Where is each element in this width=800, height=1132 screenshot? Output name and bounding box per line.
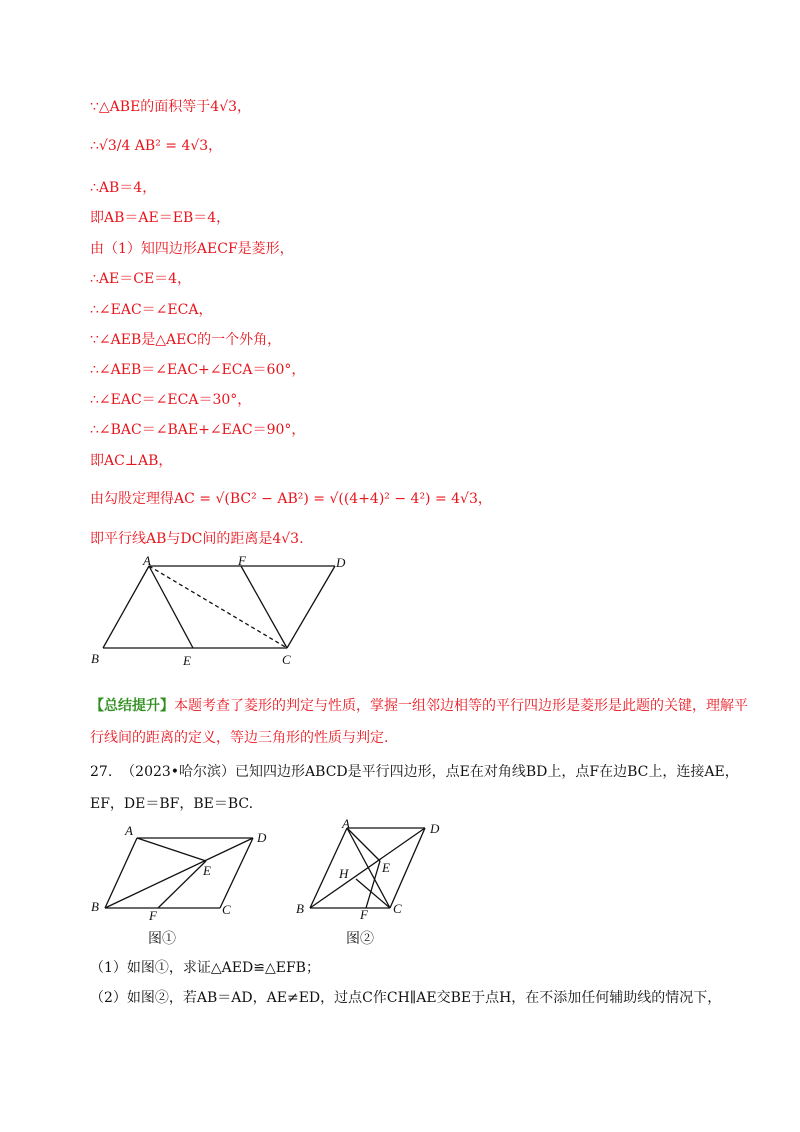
solution-line-7: ∴∠EAC＝∠ECA， [90,302,213,318]
solution-line-8: ∵∠AEB是△AEC的一个外角， [90,332,282,348]
caption-figure-2: 图② [346,931,374,947]
label-F: F [238,555,246,568]
summary-text: 本题考查了菱形的判定与性质，掌握一组邻边相等的平行四边形是菱形是此题的关键，理解平行线间的距离的定义，等边三角形的性质与判定. [90,698,748,746]
solution-line-1: ∵△ABE的面积等于4√3， [90,99,252,115]
parallelogram-figure-1 [85,555,360,670]
fig1-label-B: B [91,899,99,914]
label-D: D [336,555,346,570]
fig2-label-D: D [430,821,440,836]
solution-line-3: ∴AB＝4， [90,180,157,196]
fig2-label-F: F [360,907,368,920]
summary-tag: 【总结提升】 [90,698,174,714]
label-A: A [143,555,151,568]
problem-figure-2 [290,815,460,920]
problem-figure-1 [85,820,275,920]
problem-27 [90,756,750,820]
label-C: C [282,652,291,667]
problem-number: 27. [90,764,113,780]
fig2-label-H: H [339,866,349,881]
solution-line-10: ∴∠EAC＝∠ECA＝30°， [90,392,252,408]
fig1-label-D: D [257,830,267,845]
label-E: E [183,653,191,668]
question-1: （1）如图①，求证△AED≌△EFB； [90,960,320,976]
solution-line-12: 即AC⊥AB， [90,453,173,469]
fig1-label-A: A [125,823,133,838]
fig2-label-E: E [382,860,390,875]
solution-line-14: 即平行线AB与DC间的距离是4√3. [90,531,304,547]
solution-line-5: 由（1）知四边形AECF是菱形， [90,241,294,257]
label-B: B [91,651,99,666]
caption-figure-1: 图① [148,931,176,947]
solution-line-6: ∴AE＝CE＝4， [90,271,192,287]
solution-line-4: 即AB＝AE＝EB＝4， [90,210,231,226]
solution-line-2: ∴√3/4 AB² = 4√3， [90,138,223,154]
fig1-label-F: F [149,908,157,920]
problem-text: （2023•哈尔滨）已知四边形ABCD是平行四边形，点E在对角线BD上，点F在边BC上，连接AE，EF，DE＝BF，BE＝BC. [90,764,739,812]
solution-line-11: ∴∠BAC＝∠BAE+∠EAC＝90°， [90,422,306,438]
fig2-label-C: C [393,901,402,916]
summary-block [90,690,750,754]
solution-line-9: ∴∠AEB＝∠EAC+∠ECA＝60°， [90,362,306,378]
fig2-label-A: A [342,816,350,831]
fig2-label-B: B [296,901,304,916]
solution-line-13: 由勾股定理得AC = √(BC² − AB²) = √((4+4)² − 4²) = 4√3， [90,491,492,507]
fig1-label-E: E [203,863,211,878]
fig1-label-C: C [222,902,231,917]
question-2: （2）如图②，若AB＝AD，AE≠ED，过点C作CH∥AE交BE于点H，在不添加任何辅助线的情况下， [90,990,722,1006]
